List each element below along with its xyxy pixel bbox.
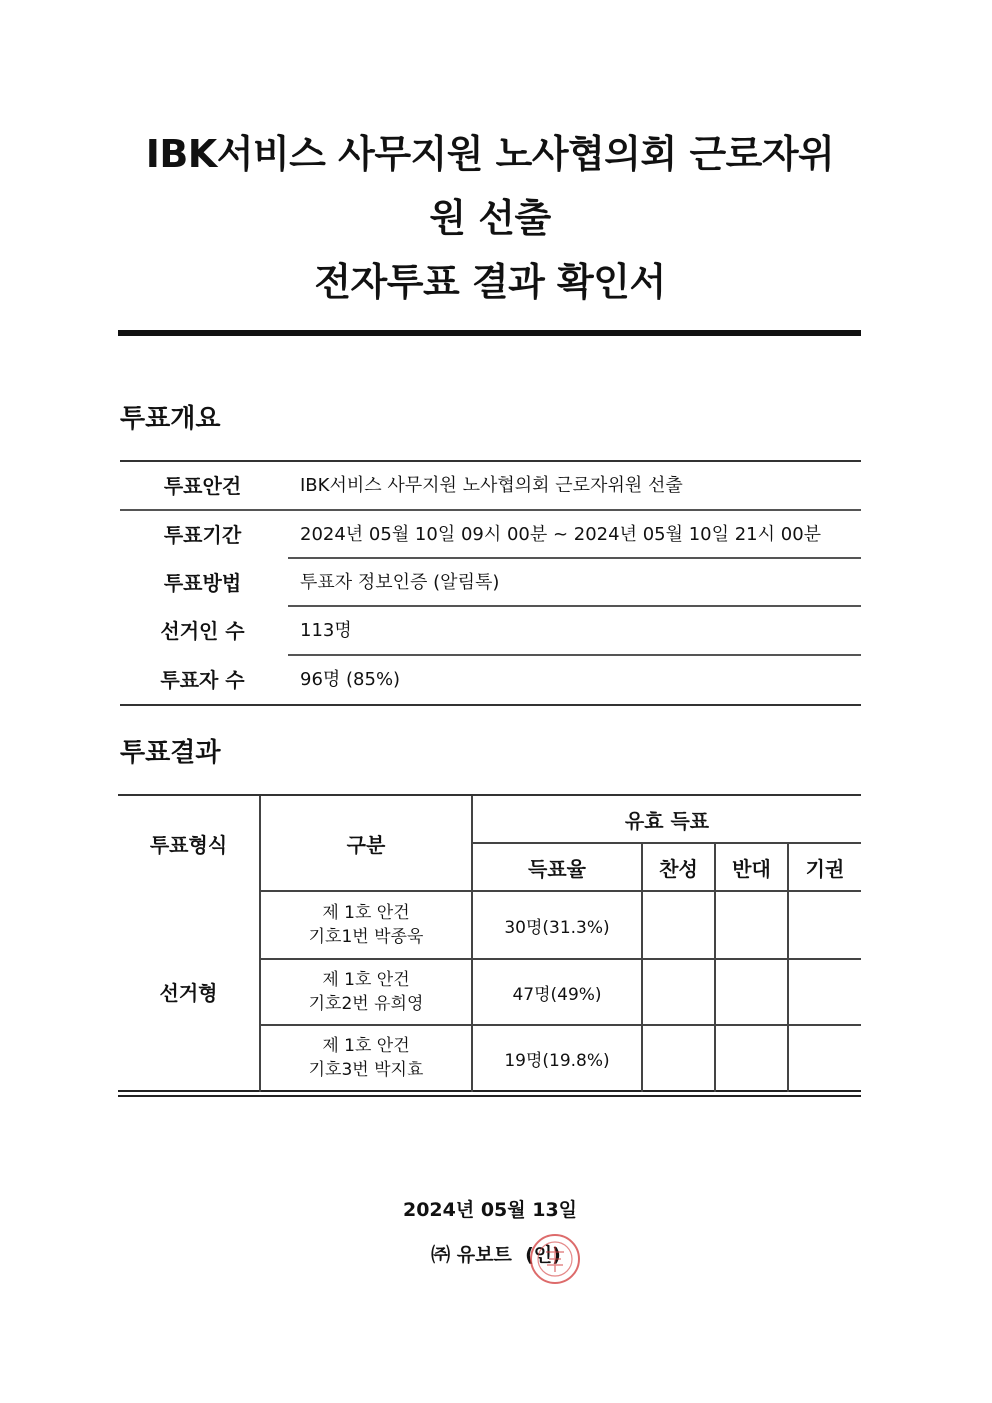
overview-value: 투표자 정보인증 (알림톡) [300,572,500,593]
vote-for [643,892,714,958]
agenda-label: 제 1호 안건 [322,1036,410,1056]
header-for: 찬성 [659,856,698,881]
overview-row [120,559,861,607]
candidate-cell [261,892,471,958]
header-category: 구분 [346,832,386,857]
overview-row [120,656,861,704]
vote-abstain [789,892,861,958]
candidate-name: 기호1번 박종욱 [308,927,424,947]
overview-value: 2024년 05월 10일 09시 00분 ~ 2024년 05월 10일 21시 00분 [300,524,822,545]
header-vote-type: 투표형식 [149,832,228,857]
vote-rate: 30명(31.3%) [504,917,610,938]
title-divider [118,330,861,336]
title-line-1: IBK서비스 사무지원 노사협의회 근로자위 [145,132,835,176]
company-signature [0,1240,992,1267]
vote-for [643,960,714,1024]
overview-row [120,462,861,510]
vote-type-value: 선거형 [159,980,218,1005]
results-bottom-rule [118,1090,861,1092]
header-rate: 득표율 [528,856,586,881]
vote-against [716,892,787,958]
overview-bottom-rule [120,704,861,706]
candidate-cell [261,1026,471,1090]
issue-date: 2024년 05월 13일 [402,1199,578,1221]
results-heading: 투표결과 [120,738,221,768]
company-name: ㈜ 유보트 [431,1244,512,1266]
vote-for [643,1026,714,1090]
overview-label: 투표기간 [163,523,242,547]
agenda-label: 제 1호 안건 [322,970,410,990]
overview-value: 113명 [300,620,352,641]
results-bottom-rule-double [118,1095,861,1097]
vote-rate: 47명(49%) [512,984,602,1005]
vote-abstain [789,1026,861,1090]
vote-against [716,1026,787,1090]
company-seal-icon [528,1232,582,1286]
overview-row [120,511,861,559]
overview-label: 투표안건 [163,474,242,498]
header-against: 반대 [732,856,771,881]
header-abstain: 기권 [805,856,845,881]
overview-row [120,607,861,655]
document-title [80,122,900,314]
vote-rate: 19명(19.8%) [504,1050,610,1071]
overview-value: 96명 (85%) [300,669,401,690]
vote-against [716,960,787,1024]
overview-label: 투표자 수 [160,668,245,692]
candidate-cell [261,960,471,1024]
title-line-2: 원 선출 [429,196,551,240]
overview-label: 투표방법 [163,571,242,595]
overview-label: 선거인 수 [160,619,245,643]
title-line-3: 전자투표 결과 확인서 [314,260,666,304]
header-valid-votes: 유효 득표 [624,808,710,833]
candidate-name: 기호3번 박지효 [308,1060,424,1080]
results-table [118,794,861,1098]
overview-heading: 투표개요 [120,404,221,434]
agenda-label: 제 1호 안건 [322,903,410,923]
overview-value: IBK서비스 사무지원 노사협의회 근로자위원 선출 [300,475,683,496]
seal-mark: (인) [525,1244,561,1266]
candidate-name: 기호2번 유희영 [308,994,424,1014]
vote-abstain [789,960,861,1024]
